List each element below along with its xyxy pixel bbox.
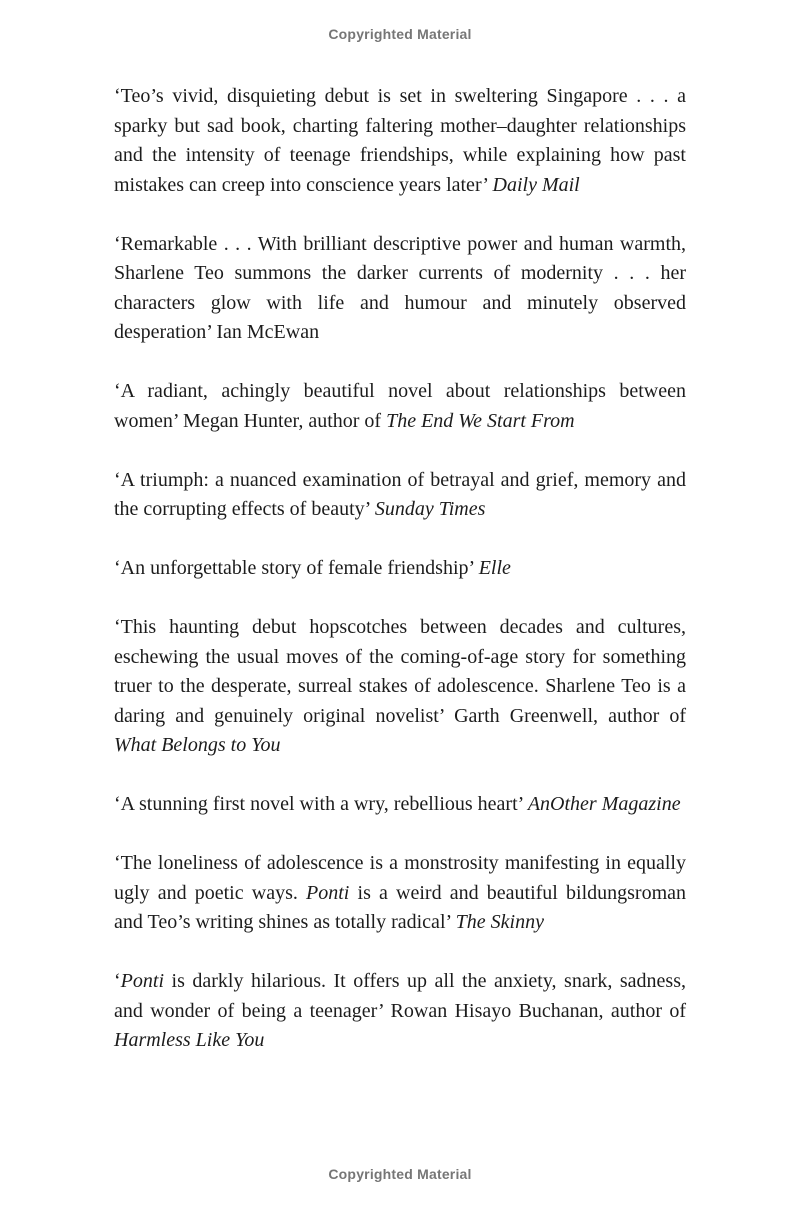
quote-text: ‘A stunning first novel with a wry, rebellious heart’ xyxy=(114,793,528,815)
quote-text: ‘ xyxy=(114,970,121,992)
praise-quote xyxy=(114,613,686,761)
quote-source-title: AnOther Magazine xyxy=(527,793,681,815)
quote-text: ‘The loneliness of adolescence is a monstrosity manifesting in equally ugly and poetic ways. xyxy=(114,852,686,904)
praise-quote xyxy=(114,230,686,348)
quote-source-title: Ponti xyxy=(306,881,350,904)
quote-text: is darkly hilarious. It offers up all the anxiety, snark, sadness, and wonder of being a teenager’ Rowan Hisayo Buchanan, author of xyxy=(114,970,686,1022)
quote-source-title: The End We Start From xyxy=(386,409,575,432)
praise-quotes xyxy=(114,82,686,1056)
praise-quote xyxy=(114,82,686,200)
quote-source-title: Daily Mail xyxy=(492,173,580,196)
quote-source-title: Ponti xyxy=(120,970,165,992)
quote-text: ‘A triumph: a nuanced examination of betrayal and grief, memory and the corrupting effects of beauty’ xyxy=(114,468,686,520)
quote-source-title: Elle xyxy=(478,557,511,579)
quote-source-title: Sunday Times xyxy=(374,498,486,520)
quote-source-title: Harmless Like You xyxy=(114,1029,265,1051)
praise-quote xyxy=(114,967,686,1056)
quote-text: ‘This haunting debut hopscotches between decades and cultures, eschewing the usual moves of the coming-of-age story for something truer to the desperate, surreal stakes of adolescence. Sharlene Teo is a daring and genuinely original novelist’ Garth Greenwell, author of xyxy=(114,616,686,727)
quote-text: ‘A radiant, achingly beautiful novel about relationships between women’ Megan Hunter, author of xyxy=(114,380,686,432)
praise-quote xyxy=(114,554,686,584)
quote-text: ‘Remarkable . . . With brilliant descriptive power and human warmth, Sharlene Teo summons the darker currents of modernity . . . her characters glow with life and humour and minutely observed desperation’ Ian McEwan xyxy=(114,232,686,343)
praise-quote xyxy=(114,377,686,436)
quote-source-title: The Skinny xyxy=(455,911,544,933)
quote-source-title: What Belongs to You xyxy=(114,734,281,756)
copyright-notice-top: Copyrighted Material xyxy=(328,26,472,42)
quote-text: ‘Teo’s vivid, disquieting debut is set in sweltering Singapore . . . a sparky but sad book, charting faltering mother–daughter relationships and the intensity of teenage friendships, while explaining how past mistakes can creep into conscience years later’ xyxy=(114,85,686,196)
quote-text: ‘An unforgettable story of female friendship’ xyxy=(114,557,479,579)
praise-quote xyxy=(114,790,686,820)
praise-quote xyxy=(114,466,686,525)
praise-quote xyxy=(114,849,686,938)
copyright-notice-bottom: Copyrighted Material xyxy=(328,1166,472,1182)
quote-text: is a weird and beautiful bildungsroman and Teo’s writing shines as totally radical’ xyxy=(114,881,686,933)
